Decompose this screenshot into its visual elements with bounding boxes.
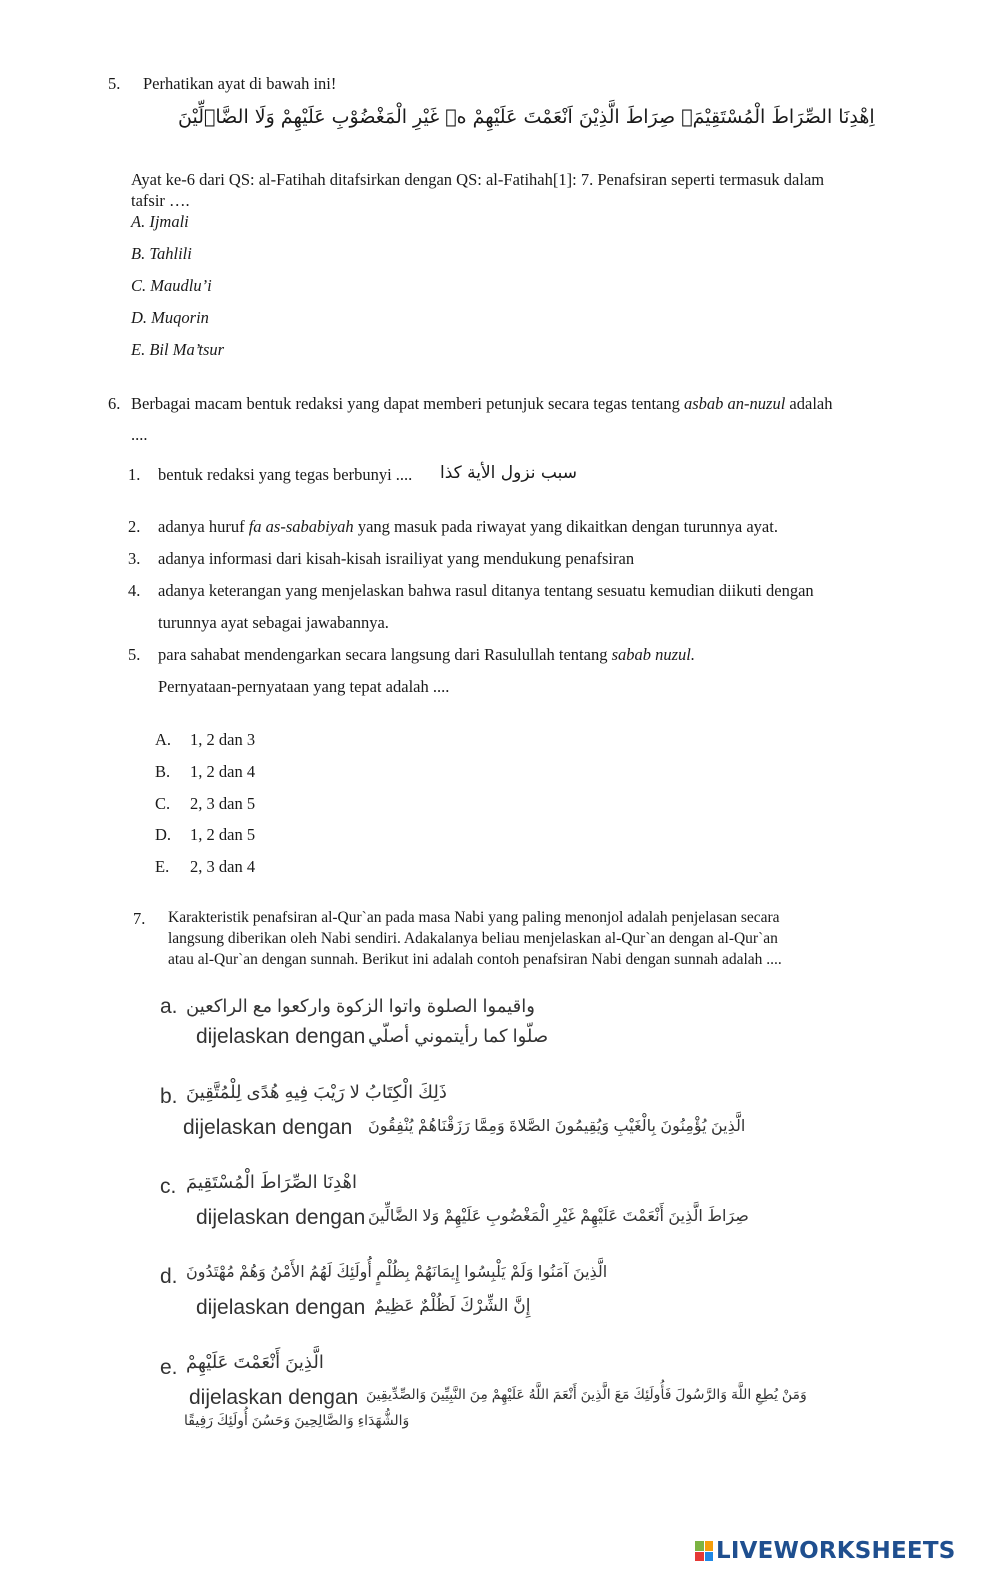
q5-text-line1: Ayat ke-6 dari QS: al-Fatihah ditafsirkan dengan QS: al-Fatihah[1]: 7. Penafsiran seperti termasuk dalam: [131, 170, 825, 189]
q6-option-b-letter[interactable]: B.: [155, 762, 171, 781]
q6-statement-5-num: 5.: [128, 645, 141, 664]
q7-option-b-explain-label: dijelaskan dengan: [183, 1116, 353, 1139]
q6-option-e[interactable]: 2, 3 dan 4: [190, 857, 256, 876]
q7-option-e-explain-line2: وَالشُّهَدَاءِ وَالصَّالِحِينَ وَحَسُنَ أُولَئِكَ رَفِيقًا: [184, 1412, 410, 1428]
q7-option-d-letter[interactable]: d.: [160, 1265, 178, 1288]
q5-option-d[interactable]: D. Muqorin: [131, 308, 209, 327]
q6-statement-3: adanya informasi dari kisah-kisah israiliyat yang mendukung penafsiran: [158, 549, 635, 568]
liveworksheets-logo[interactable]: [695, 1538, 955, 1564]
q6-statement-1: bentuk redaksi yang tegas berbunyi ....: [158, 465, 413, 484]
q7-option-e-explain-label: dijelaskan dengan: [189, 1386, 359, 1409]
q6-option-a-letter[interactable]: A.: [155, 730, 172, 749]
q6-statement-4-num: 4.: [128, 581, 141, 600]
q6-ellipsis: ....: [131, 425, 148, 444]
q6-stem: [131, 394, 832, 414]
q7-option-d-verse[interactable]: الَّذِينَ آمَنُوا وَلَمْ يَلْبِسُوا إِيمَانَهُمْ بِظُلْمٍ أُولَئِكَ لَهُمُ الأَمْنُ وَهُمْ مُهْتَدُونَ: [186, 1264, 608, 1281]
q6-statement-4-line1: adanya keterangan yang menjelaskan bahwa rasul ditanya tentang sesuatu kemudian diikuti dengan: [158, 581, 814, 600]
q6-option-e-letter[interactable]: E.: [155, 857, 170, 876]
q5-prompt: Perhatikan ayat di bawah ini!: [143, 74, 337, 93]
q7-option-d-explain: إِنَّ الشِّرْكَ لَظُلْمٌ عَظِيمٌ: [374, 1296, 531, 1315]
q6-stem-text: Berbagai macam bentuk redaksi yang dapat memberi petunjuk secara tegas tentang: [131, 394, 684, 413]
q6-statement-1-arabic: سبب نزول الأية كذا: [440, 463, 577, 483]
q6-number: 6.: [108, 394, 121, 413]
q7-text-line2: langsung diberikan oleh Nabi sendiri. Adakalanya beliau menjelaskan al-Qur`an dengan al-Qur`an: [168, 930, 778, 947]
q7-option-b-letter[interactable]: b.: [160, 1085, 178, 1108]
q6-statement-1-num: 1.: [128, 465, 141, 484]
q6-statement-5: [158, 645, 695, 665]
q6-statement-2-num: 2.: [128, 517, 141, 536]
q7-option-a-explain: صلّوا كما رأيتموني أصلّي: [368, 1026, 549, 1046]
q6-stem-italic: asbab an-nuzul: [684, 394, 786, 413]
q6-statement-2: [158, 517, 778, 537]
q5-text-line2: tafsir ….: [131, 191, 190, 210]
q6-option-c-letter[interactable]: C.: [155, 794, 171, 813]
q7-option-e-verse[interactable]: الَّذِينَ أَنْعَمْتَ عَلَيْهِمْ: [186, 1352, 324, 1372]
q5-arabic-verse: اِهْدِنَا الصِّرَاطَ الْمُسْتَقِيْمَۙ صِرَاطَ الَّذِيْنَ اَنْعَمْتَ عَلَيْهِمْ ەۙ غَيْرِ الْمَغْضُوْبِ عَلَيْهِمْ وَلَا الضَّاۤلِّيْنَ: [178, 106, 875, 128]
q5-option-b[interactable]: B. Tahlili: [131, 244, 192, 263]
q7-option-b-verse[interactable]: ذَلِكَ الْكِتَابُ لا رَيْبَ فِيهِ هُدًى لِلْمُتَّقِينَ: [186, 1082, 447, 1102]
q6-stem-after: adalah: [785, 394, 833, 413]
q5-option-e[interactable]: E. Bil Ma’tsur: [131, 340, 225, 359]
q5-option-c[interactable]: C. Maudlu’i: [131, 276, 212, 295]
q7-option-a-verse[interactable]: واقيموا الصلوة واتوا الزكوة واركعوا مع الراكعين: [186, 996, 535, 1016]
q7-option-e-letter[interactable]: e.: [160, 1356, 178, 1379]
q7-number: 7.: [133, 909, 146, 928]
q6-option-c[interactable]: 2, 3 dan 5: [190, 794, 256, 813]
q6-option-a[interactable]: 1, 2 dan 3: [190, 730, 256, 749]
q6-s5-italic: sabab nuzul.: [611, 645, 696, 664]
q6-s2-after: yang masuk pada riwayat yang dikaitkan dengan turunnya ayat.: [353, 517, 778, 536]
q7-option-d-explain-label: dijelaskan dengan: [196, 1296, 366, 1319]
q7-option-b-explain: الَّذِينَ يُؤْمِنُونَ بِالْغَيْبِ وَيُقِيمُونَ الصَّلاةَ وَمِمَّا رَزَقْنَاهُمْ يُنْفِقُونَ: [368, 1118, 746, 1135]
q6-statement-3-num: 3.: [128, 549, 141, 568]
q7-option-e-explain: وَمَنْ يُطِعِ اللَّهَ وَالرَّسُولَ فَأُولَئِكَ مَعَ الَّذِينَ أَنْعَمَ اللَّهُ عَلَيْهِمْ مِنَ النَّبِيِّينَ وَالصِّدِّيقِينَ: [366, 1386, 807, 1402]
q7-text-line3: atau al-Qur`an dengan sunnah. Berikut ini adalah contoh penafsiran Nabi dengan sunnah adalah ....: [168, 951, 782, 968]
q5-number: 5.: [108, 74, 121, 93]
q6-option-b[interactable]: 1, 2 dan 4: [190, 762, 256, 781]
q6-option-d-letter[interactable]: D.: [155, 825, 172, 844]
q7-option-a-letter[interactable]: a.: [160, 995, 178, 1018]
q6-question: Pernyataan-pernyataan yang tepat adalah ....: [158, 677, 450, 696]
q7-option-c-explain-label: dijelaskan dengan: [196, 1206, 366, 1229]
q7-option-c-letter[interactable]: c.: [160, 1175, 177, 1198]
q7-option-c-verse[interactable]: اهْدِنَا الصِّرَاطَ الْمُسْتَقِيمَ: [186, 1172, 358, 1192]
q7-option-a-explain-label: dijelaskan dengan: [196, 1025, 366, 1048]
q6-statement-4-line2: turunnya ayat sebagai jawabannya.: [158, 613, 389, 632]
q6-option-d[interactable]: 1, 2 dan 5: [190, 825, 256, 844]
q7-text-line1: Karakteristik penafsiran al-Qur`an pada masa Nabi yang paling menonjol adalah penjelasan secara: [168, 909, 780, 926]
q6-s5-text: para sahabat mendengarkan secara langsung dari Rasulullah tentang: [158, 645, 612, 664]
q6-s2-italic: fa as-sababiyah: [248, 517, 354, 536]
q6-s2-text: adanya huruf: [158, 517, 249, 536]
liveworksheets-logo-icon: [695, 1541, 713, 1561]
q7-option-c-explain: صِرَاطَ الَّذِينَ أَنْعَمْتَ عَلَيْهِمْ غَيْرِ الْمَغْضُوبِ عَلَيْهِمْ وَلا الضَّالِّينَ: [368, 1208, 749, 1225]
liveworksheets-brand: LIVEWORKSHEETS: [716, 1538, 956, 1564]
q5-option-a[interactable]: A. Ijmali: [131, 212, 189, 231]
